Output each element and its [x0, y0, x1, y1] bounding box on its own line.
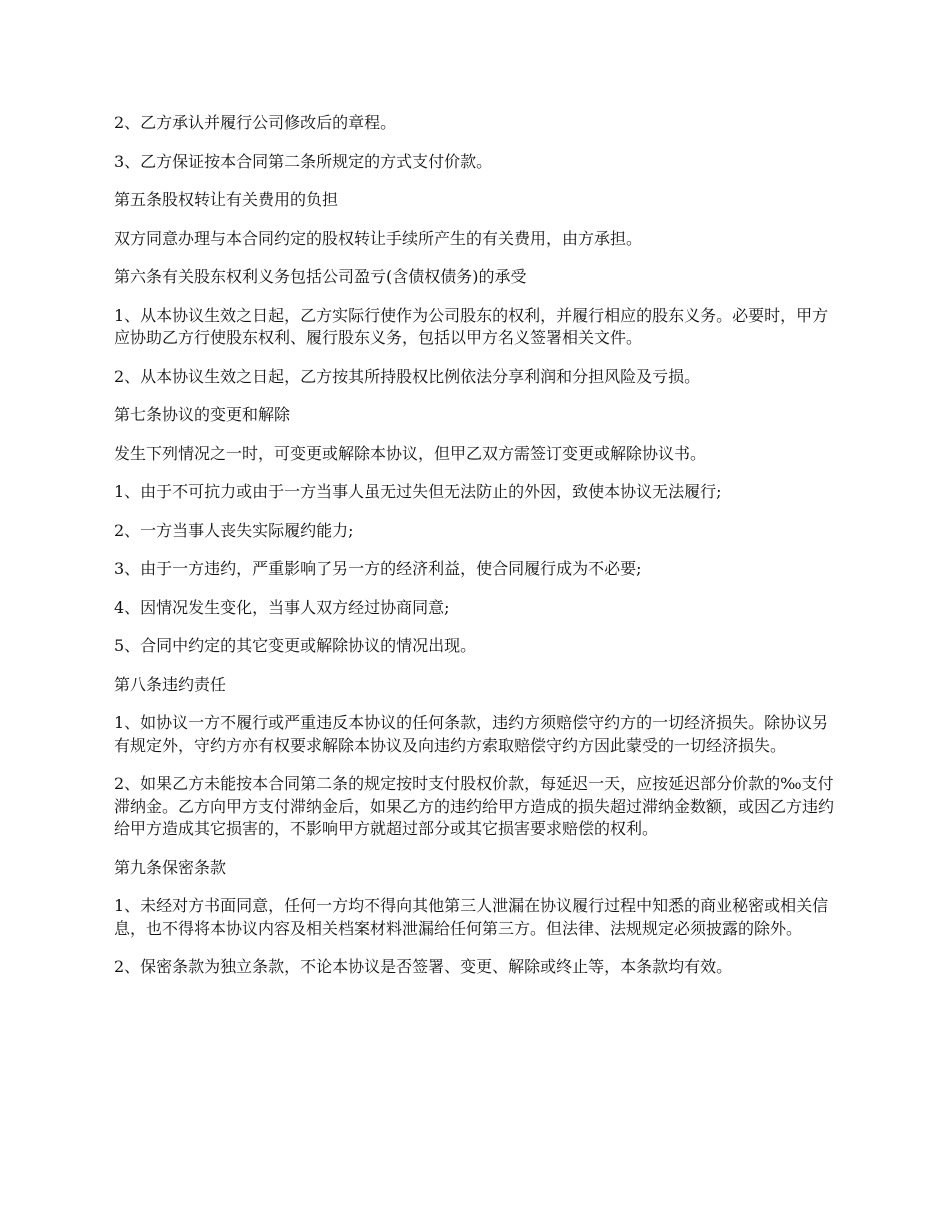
- section-heading: 第八条违约责任: [114, 674, 227, 694]
- clause-item: 1、从本协议生效之日起，乙方实际行使作为公司股东的权利，并履行相应的股东义务。必要时，甲方应协助乙方行使股东权利、履行股东义务，包括以甲方名义签署相关文件。: [114, 305, 829, 347]
- clause-item: 5、合同中约定的其它变更或解除协议的情况出现。: [114, 636, 477, 655]
- clause-item: 3、乙方保证按本合同第二条所规定的方式支付价款。: [114, 151, 493, 171]
- section-heading: 第九条保密条款: [114, 857, 227, 877]
- clause-item: 2、乙方承认并履行公司修改后的章程。: [114, 113, 397, 132]
- clause-item: 2、一方当事人丧失实际履约能力;: [114, 520, 354, 540]
- clause-item: 1、未经对方书面同意，任何一方均不得向其他第三人泄漏在协议履行过程中知悉的商业秘密或相关信息，也不得将本协议内容及相关档案材料泄漏给任何第三方。但法律、法规规定必须披露的除外。: [114, 896, 829, 938]
- clause-item: 3、由于一方违约，严重影响了另一方的经济利益，使合同履行成为不必要;: [114, 559, 642, 578]
- section-heading: 第六条有关股东权利义务包括公司盈亏(含债权债务)的承受: [114, 267, 527, 286]
- section-heading: 第七条协议的变更和解除: [114, 405, 291, 424]
- clause-item: 1、由于不可抗力或由于一方当事人虽无过失但无法防止的外因，致使本协议无法履行;: [114, 482, 722, 501]
- paragraph: 双方同意办理与本合同约定的股权转让手续所产生的有关费用，由方承担。: [114, 228, 643, 248]
- clause-item: 2、保密条款为独立条款，不论本协议是否签署、变更、解除或终止等，本条款均有效。: [114, 957, 733, 976]
- clause-item: 2、从本协议生效之日起，乙方按其所持股权比例依法分享利润和分担风险及亏损。: [114, 366, 701, 386]
- paragraph: 发生下列情况之一时，可变更或解除本协议，但甲乙双方需签订变更或解除协议书。: [114, 443, 707, 463]
- section-heading: 第五条股权转让有关费用的负担: [114, 190, 339, 209]
- clause-item: 2、如果乙方未能按本合同第二条的规定按时支付股权价款，每延迟一天，应按延迟部分价款的‰支付滞纳金。乙方向甲方支付滞纳金后，如果乙方的违约给甲方造成的损失超过滞纳金数额，或因乙方违约给甲方造成其它损害的，不影响甲方就超过部分或其它损害要求赔偿的权利。: [114, 774, 835, 838]
- document-page: [114, 112, 842, 995]
- clause-item: 4、因情况发生变化，当事人双方经过协商同意;: [114, 597, 450, 617]
- clause-item: 1、如协议一方不履行或严重违反本协议的任何条款，违约方须赔偿守约方的一切经济损失。除协议另有规定外，守约方亦有权要求解除本协议及向违约方索取赔偿守约方因此蒙受的一切经济损失。: [114, 713, 829, 755]
